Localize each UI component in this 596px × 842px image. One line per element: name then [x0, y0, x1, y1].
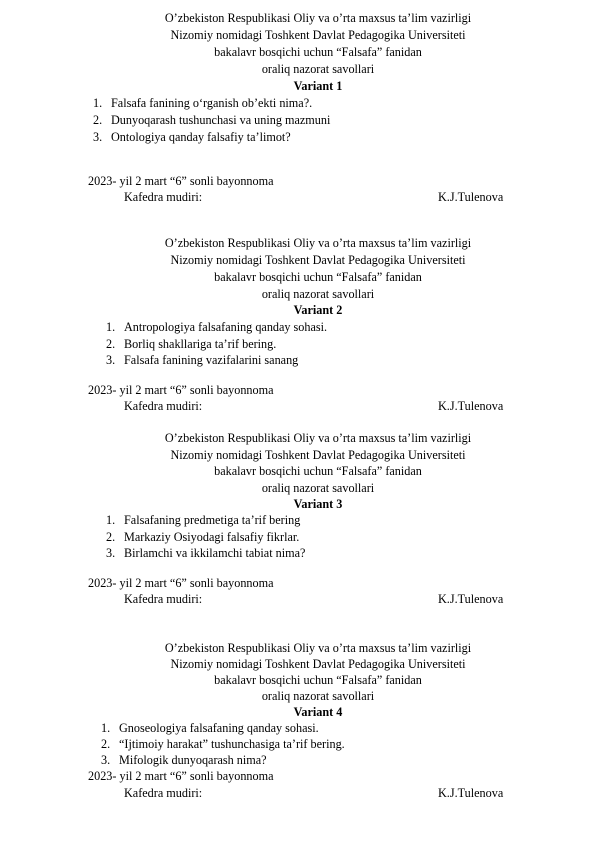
exam-type-line: oraliq nazorat savollari	[261, 481, 375, 495]
question-number: 2.	[106, 337, 116, 351]
question-item	[93, 112, 330, 129]
exam-type-line: oraliq nazorat savollari	[261, 689, 375, 703]
question-item	[106, 545, 305, 562]
question-number: 1.	[93, 96, 103, 110]
head-of-department-label: Kafedra mudiri:	[124, 399, 203, 413]
head-of-department-name: K.J.Tulenova	[438, 399, 504, 413]
question-text: Antropologiya falsafaning qanday sohasi.	[124, 320, 328, 334]
protocol-line: 2023- yil 2 mart “6” sonli bayonnoma	[88, 576, 274, 590]
question-number: 1.	[106, 513, 116, 527]
question-number: 2.	[93, 113, 103, 127]
question-text: Markaziy Osiyodagi falsafiy fikrlar.	[124, 530, 300, 544]
question-item	[93, 95, 312, 112]
question-text: Falsafaning predmetiga ta’rif bering	[124, 513, 301, 527]
question-text: Birlamchi va ikkilamchi tabiat nima?	[124, 546, 306, 560]
question-item	[106, 336, 276, 353]
question-text: Falsafa fanining o‘rganish ob’ekti nima?.	[111, 96, 313, 110]
variant-title: Variant 1	[293, 79, 343, 93]
variant-title: Variant 4	[293, 705, 343, 719]
question-text: “Ijtimoiy harakat” tushunchasiga ta’rif bering.	[119, 737, 345, 751]
course-line: bakalavr bosqichi uchun “Falsafa” fanidan	[214, 270, 422, 284]
protocol-line: 2023- yil 2 mart “6” sonli bayonnoma	[88, 174, 274, 188]
head-of-department-name: K.J.Tulenova	[438, 786, 504, 800]
university-line: Nizomiy nomidagi Toshkent Davlat Pedagogika Universiteti	[170, 657, 466, 671]
question-item	[101, 736, 345, 753]
ministry-line: O’zbekiston Respublikasi Oliy va o’rta maxsus ta’lim vazirligi	[164, 431, 472, 445]
course-line: bakalavr bosqichi uchun “Falsafa” fanidan	[214, 464, 422, 478]
ministry-line: O’zbekiston Respublikasi Oliy va o’rta maxsus ta’lim vazirligi	[164, 11, 472, 25]
protocol-line: 2023- yil 2 mart “6” sonli bayonnoma	[88, 383, 274, 397]
question-text: Mifologik dunyoqarash nima?	[119, 753, 267, 767]
question-item	[106, 512, 300, 529]
university-line: Nizomiy nomidagi Toshkent Davlat Pedagogika Universiteti	[170, 28, 466, 42]
question-number: 2.	[106, 530, 116, 544]
question-number: 3.	[101, 753, 111, 767]
course-line: bakalavr bosqichi uchun “Falsafa” fanidan	[214, 673, 422, 687]
question-number: 3.	[106, 546, 116, 560]
question-item	[106, 352, 298, 369]
question-text: Ontologiya qanday falsafiy ta’limot?	[111, 130, 291, 144]
question-text: Falsafa fanining vazifalarini sanang	[124, 353, 299, 367]
ministry-line: O’zbekiston Respublikasi Oliy va o’rta maxsus ta’lim vazirligi	[164, 641, 472, 655]
question-item	[106, 319, 327, 336]
head-of-department-name: K.J.Tulenova	[438, 592, 504, 606]
question-number: 2.	[101, 737, 111, 751]
variant-title: Variant 3	[293, 497, 343, 511]
head-of-department-label: Kafedra mudiri:	[124, 786, 203, 800]
course-line: bakalavr bosqichi uchun “Falsafa” fanidan	[214, 45, 422, 59]
question-number: 3.	[93, 130, 103, 144]
university-line: Nizomiy nomidagi Toshkent Davlat Pedagogika Universiteti	[170, 253, 466, 267]
question-number: 1.	[106, 320, 116, 334]
exam-type-line: oraliq nazorat savollari	[261, 62, 375, 76]
question-item	[106, 529, 299, 546]
protocol-line: 2023- yil 2 mart “6” sonli bayonnoma	[88, 769, 274, 783]
question-item	[93, 129, 291, 146]
question-text: Borliq shakllariga ta’rif bering.	[124, 337, 277, 351]
variant-title: Variant 2	[293, 303, 343, 317]
ministry-line: O’zbekiston Respublikasi Oliy va o’rta maxsus ta’lim vazirligi	[164, 236, 472, 250]
question-number: 1.	[101, 721, 111, 735]
question-item	[101, 752, 267, 769]
university-line: Nizomiy nomidagi Toshkent Davlat Pedagogika Universiteti	[170, 448, 466, 462]
question-number: 3.	[106, 353, 116, 367]
head-of-department-name: K.J.Tulenova	[438, 190, 504, 204]
question-item	[101, 720, 319, 737]
head-of-department-label: Kafedra mudiri:	[124, 190, 203, 204]
question-text: Gnoseologiya falsafaning qanday sohasi.	[119, 721, 319, 735]
question-text: Dunyoqarash tushunchasi va uning mazmuni	[111, 113, 331, 127]
exam-type-line: oraliq nazorat savollari	[261, 287, 375, 301]
head-of-department-label: Kafedra mudiri:	[124, 592, 203, 606]
